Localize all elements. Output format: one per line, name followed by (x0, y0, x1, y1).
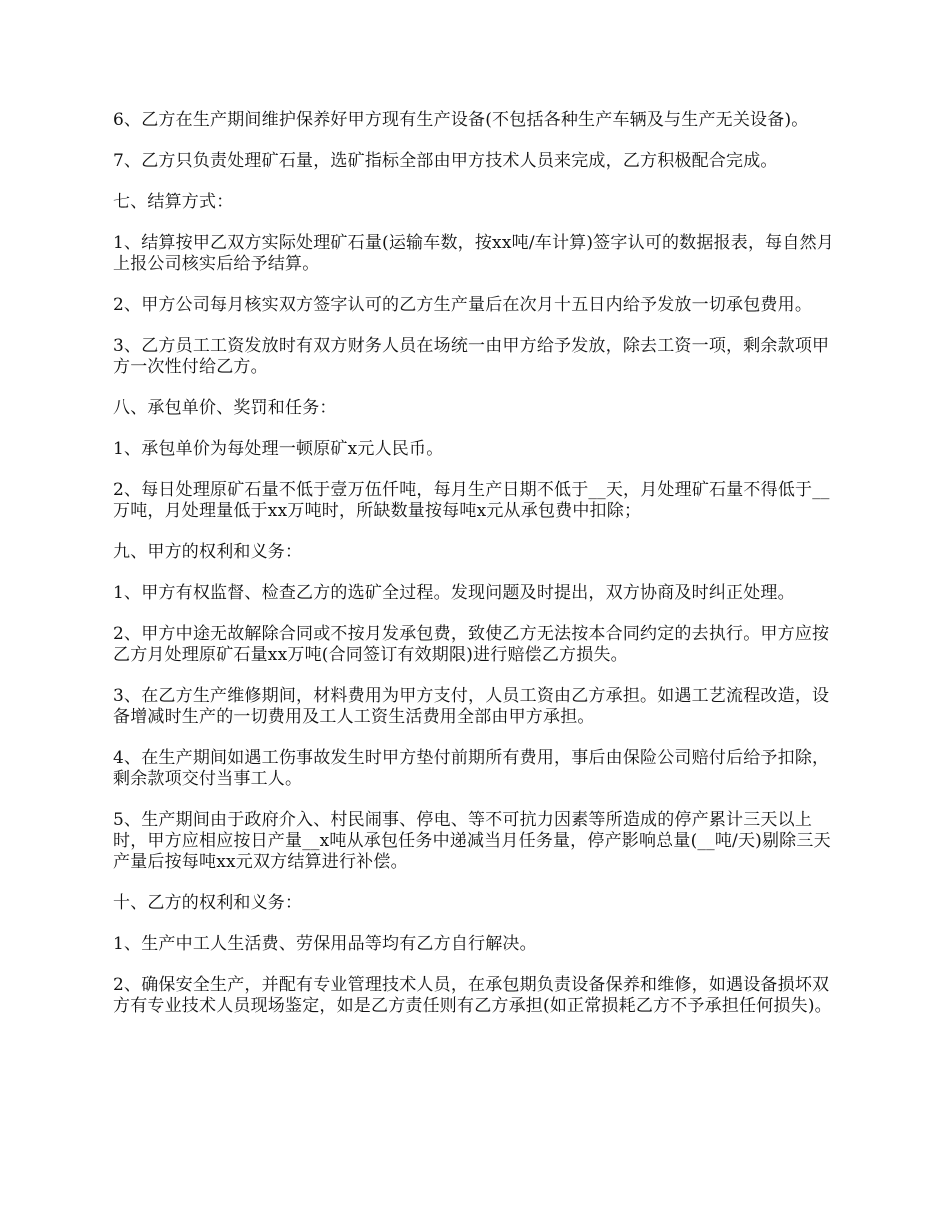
party-a-clause-4: 4、在生产期间如遇工伤事故发生时甲方垫付前期所有费用，事后由保险公司赔付后给予扣除，剩余款项交付当事工人。 (113, 748, 830, 789)
section-10-heading: 十、乙方的权利和义务： (113, 893, 303, 913)
document-page (113, 110, 843, 1037)
party-b-clause-1: 1、生产中工人生活费、劳保用品等均有乙方自行解决。 (113, 934, 537, 954)
section-9-heading: 九、甲方的权利和义务： (113, 542, 303, 562)
party-a-clause-1: 1、甲方有权监督、检查乙方的选矿全过程。发现问题及时提出，双方协商及时纠正处理。 (113, 583, 795, 603)
party-a-clause-5: 5、生产期间由于政府介入、村民闹事、停电、等不可抗力因素等所造成的停产累计三天以上时，甲方应相应按日产量__x吨从承包任务中递减当月任务量，停产影响总量(__吨/天)剔除三天产量后按每吨xx元双方结算进行补偿。 (113, 810, 831, 872)
clause-7-ore-processing: 7、乙方只负责处理矿石量，选矿指标全部由甲方技术人员来完成，乙方积极配合完成。 (113, 151, 778, 171)
party-a-clause-2: 2、甲方中途无故解除合同或不按月发承包费，致使乙方无法按本合同约定的去执行。甲方应按乙方月处理原矿石量xx万吨(合同签订有效期限)进行赔偿乙方损失。 (113, 624, 830, 665)
party-b-clause-2: 2、确保安全生产，并配有专业管理技术人员，在承包期负责设备保养和维修，如遇设备损坏双方有专业技术人员现场鉴定，如是乙方责任则有乙方承担(如正常损耗乙方不予承担任何损失)。 (113, 975, 832, 1016)
settlement-clause-1: 1、结算按甲乙双方实际处理矿石量(运输车数，按xx吨/车计算)签字认可的数据报表，每自然月上报公司核实后给予结算。 (113, 233, 834, 274)
section-7-heading: 七、结算方式： (113, 192, 234, 212)
pricing-clause-2: 2、每日处理原矿石量不低于壹万伍仟吨，每月生产日期不低于__天，月处理矿石量不得低于__万吨，月处理量低于xx万吨时，所缺数量按每吨x元从承包费中扣除； (113, 480, 830, 521)
clause-6-equipment-maintenance: 6、乙方在生产期间维护保养好甲方现有生产设备(不包括各种生产车辆及与生产无关设备)。 (113, 110, 809, 130)
pricing-clause-1: 1、承包单价为每处理一顿原矿x元人民币。 (113, 439, 444, 459)
settlement-clause-2: 2、甲方公司每月核实双方签字认可的乙方生产量后在次月十五日内给予发放一切承包费用。 (113, 295, 813, 315)
party-a-clause-3: 3、在乙方生产维修期间，材料费用为甲方支付，人员工资由乙方承担。如遇工艺流程改造，设备增减时生产的一切费用及工人工资生活费用全部由甲方承担。 (113, 686, 830, 727)
settlement-clause-3: 3、乙方员工工资发放时有双方财务人员在场统一由甲方给予发放，除去工资一项，剩余款项甲方一次性付给乙方。 (113, 336, 830, 377)
section-8-heading: 八、承包单价、奖罚和任务： (113, 398, 337, 418)
